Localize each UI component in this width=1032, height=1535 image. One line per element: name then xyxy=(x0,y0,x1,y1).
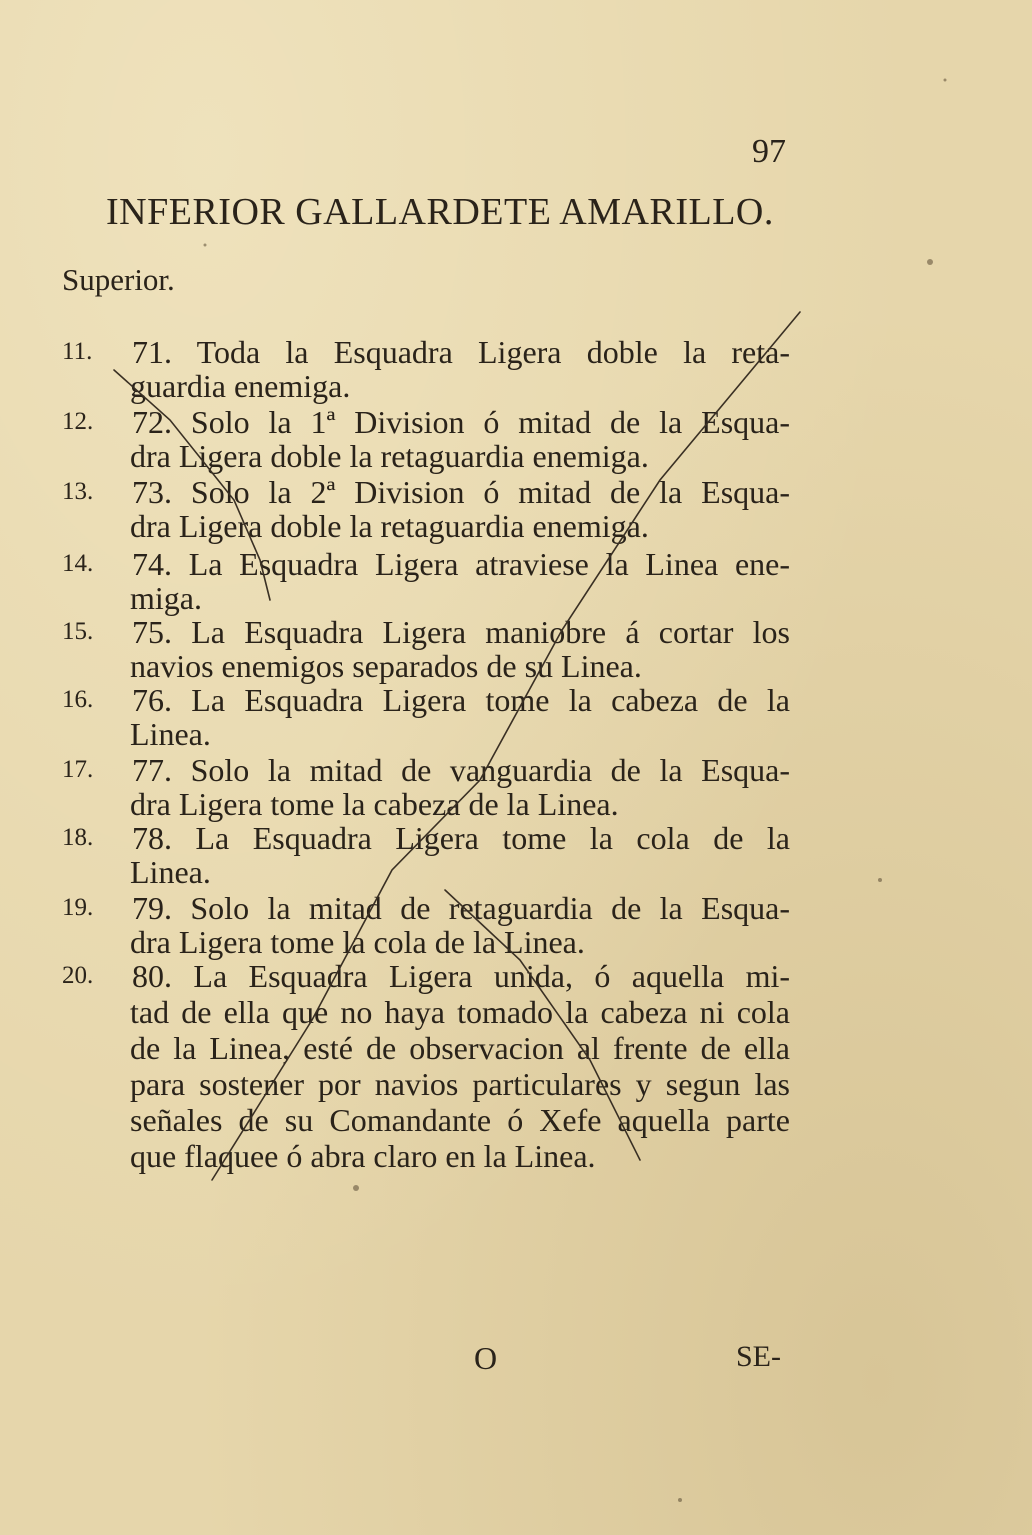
entry-number: 18. xyxy=(62,824,94,851)
entry-number: 16. xyxy=(62,686,94,713)
entry-line: Linea. xyxy=(130,716,211,752)
entry-line: 72. Solo la 1ª Division ó mitad de la Esqua- xyxy=(132,404,790,440)
entry-line: 73. Solo la 2ª Division ó mitad de la Esqua- xyxy=(132,474,790,510)
entry-line: navios enemigos separados de su Linea. xyxy=(130,648,642,684)
page-number: 97 xyxy=(752,133,786,170)
entry-line: 74. La Esquadra Ligera atraviese la Linea ene- xyxy=(132,546,790,582)
entry-line: que flaquee ó abra claro en la Linea. xyxy=(130,1138,596,1174)
entry-line: dra Ligera doble la retaguardia enemiga. xyxy=(130,508,649,544)
entry-line: dra Ligera tome la cola de la Linea. xyxy=(130,924,585,960)
page-heading: INFERIOR GALLARDETE AMARILLO. xyxy=(106,191,774,233)
entry-number: 14. xyxy=(62,550,94,577)
entry-line: de la Linea, esté de observacion al frente de ella xyxy=(130,1030,790,1066)
subheading: Superior. xyxy=(62,262,175,297)
entry-number: 13. xyxy=(62,478,94,505)
entry-number: 11. xyxy=(62,338,93,365)
entry-number: 19. xyxy=(62,894,94,921)
entry-line: 75. La Esquadra Ligera maniobre á cortar los xyxy=(132,614,790,650)
entry-line: 79. Solo la mitad de retaguardia de la Esqua- xyxy=(132,890,790,926)
entry-line: 76. La Esquadra Ligera tome la cabeza de la xyxy=(132,682,790,718)
entry-number: 20. xyxy=(62,962,94,989)
catchword: SE- xyxy=(736,1340,781,1373)
entry-line: 80. La Esquadra Ligera unida, ó aquella mi- xyxy=(132,958,790,994)
entry-number: 17. xyxy=(62,756,94,783)
entry-line: dra Ligera doble la retaguardia enemiga. xyxy=(130,438,649,474)
entry-line: miga. xyxy=(130,580,202,616)
entry-line: guardia enemiga. xyxy=(130,368,351,404)
entry-line: Linea. xyxy=(130,854,211,890)
entry-line: 78. La Esquadra Ligera tome la cola de la xyxy=(132,820,790,856)
entry-line: 77. Solo la mitad de vanguardia de la Esqua- xyxy=(132,752,790,788)
entry-number: 12. xyxy=(62,408,94,435)
entry-number: 15. xyxy=(62,618,94,645)
entry-line: para sostener por navios particulares y segun las xyxy=(130,1066,790,1102)
entry-line: señales de su Comandante ó Xefe aquella parte xyxy=(130,1102,790,1138)
entry-line: dra Ligera tome la cabeza de la Linea. xyxy=(130,786,619,822)
entry-line: tad de ella que no haya tomado la cabeza ni cola xyxy=(130,994,790,1030)
entry-line: 71. Toda la Esquadra Ligera doble la reta- xyxy=(132,334,790,370)
signature-mark: O xyxy=(474,1340,498,1376)
